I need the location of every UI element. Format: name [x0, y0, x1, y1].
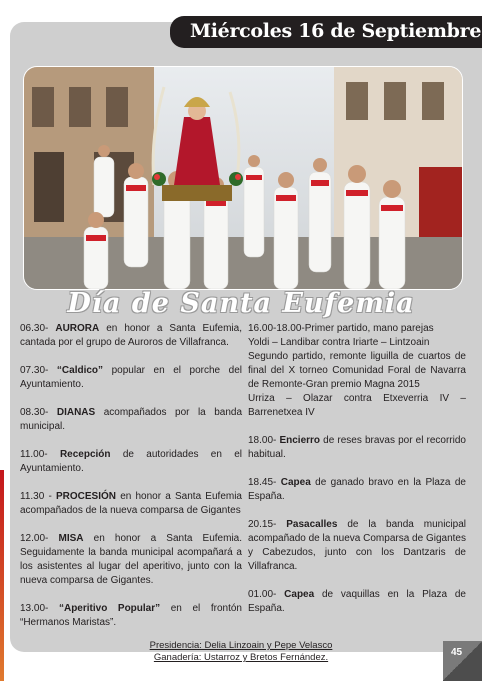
entry-time: 13.00-	[20, 603, 49, 614]
schedule-entry	[248, 476, 466, 504]
pelota-match-block	[248, 322, 466, 420]
entry-title: MISA	[58, 533, 84, 544]
entry-text: popular en el porche del Ayuntamiento.	[20, 365, 243, 390]
entry-time: 20.15-	[248, 519, 277, 530]
presidency-credit: Presidencia: Delia Linzoain y Pepe Velasco	[149, 640, 333, 651]
entry-text: en el frontón “Hermanos Maristas”.	[20, 603, 242, 628]
entry-text: de reses bravas por el recorrido habitual.	[248, 435, 466, 460]
entry-time: 12.00-	[20, 533, 49, 544]
entry-title: “Caldico”	[56, 365, 104, 376]
entry-text: de autoridades en el Ayuntamiento.	[20, 449, 243, 474]
entry-text: en honor a Santa Eufemia, cantada por el grupo de Auroros de Villafranca.	[20, 323, 242, 348]
entry-text: en honor a Santa Eufemia acompañados de la nueva comparsa de Gigantes	[20, 491, 242, 516]
footer-credits	[0, 640, 482, 664]
date-header-text: Miércoles 16 de Septiembre	[190, 20, 482, 42]
entry-time: 18.00-	[248, 435, 277, 446]
schedule-entry	[20, 490, 242, 518]
section-title: Día de Santa Eufemia	[67, 288, 415, 319]
entry-text: de ganado bravo en la Plaza de España.	[248, 477, 466, 502]
left-schedule-column	[20, 322, 242, 644]
entry-title: AURORA	[55, 323, 100, 334]
procession-photo	[23, 66, 463, 290]
schedule-entry	[20, 602, 242, 630]
entry-title: Pasacalles	[286, 519, 338, 530]
schedule-entry	[248, 588, 466, 616]
entry-title: Capea	[284, 589, 315, 600]
schedule-entry	[248, 518, 466, 574]
entry-time: 08.30-	[20, 407, 49, 418]
entry-time: 18.45-	[248, 477, 277, 488]
entry-title: Encierro	[279, 435, 321, 446]
entry-time: 01.00-	[248, 589, 277, 600]
entry-title: PROCESIÓN	[55, 491, 116, 502]
entry-title: DIANAS	[56, 407, 96, 418]
livestock-credit: Ganadería: Ustarroz y Bretos Fernández.	[153, 652, 329, 663]
entry-text: de la banda municipal acompañado de la nueva Comparsa de Gigantes y Cabezudos, junto con los Dantzaris de Villafranca.	[248, 519, 466, 572]
schedule-entry	[20, 532, 242, 588]
schedule-entry	[20, 322, 242, 350]
entry-title: Capea	[280, 477, 311, 488]
right-schedule-column	[248, 322, 466, 630]
schedule-entry	[20, 406, 242, 434]
match-line-4: Urriza – Olazar contra Etxeverria IV – Barrenetxea IV	[248, 393, 466, 418]
match-line-1: 16.00-18.00-Primer partido, mano parejas	[248, 323, 434, 334]
date-header	[170, 16, 482, 48]
schedule-entry	[20, 448, 242, 476]
entry-time: 06.30-	[20, 323, 49, 334]
entry-time: 11.30 -	[20, 491, 52, 502]
page-number-corner	[443, 641, 482, 681]
page-number: 45	[451, 647, 463, 658]
entry-text: en honor a Santa Eufemia. Seguidamente la banda municipal acompañará a los asistentes al lugar del aperitivo, junto con la nueva comparsa de Gigantes.	[20, 533, 243, 586]
entry-text: acompañados por la banda municipal.	[20, 407, 243, 432]
entry-time: 07.30-	[20, 365, 49, 376]
entry-title: Recepción	[59, 449, 111, 460]
schedule-entry	[248, 434, 466, 462]
schedule-entry	[20, 364, 242, 392]
entry-time: 11.00-	[20, 449, 48, 460]
match-line-3: Segundo partido, remonte liguilla de cuartos de final del X torneo Comunidad Foral de Navarra de Remonte-Gran premio Magna 2015	[248, 351, 466, 390]
match-line-2: Yoldi – Landibar contra Iriarte – Lintzoain	[248, 337, 430, 348]
entry-text: de vaquillas en la Plaza de España.	[248, 589, 466, 614]
entry-title: “Aperitivo Popular”	[58, 603, 161, 614]
